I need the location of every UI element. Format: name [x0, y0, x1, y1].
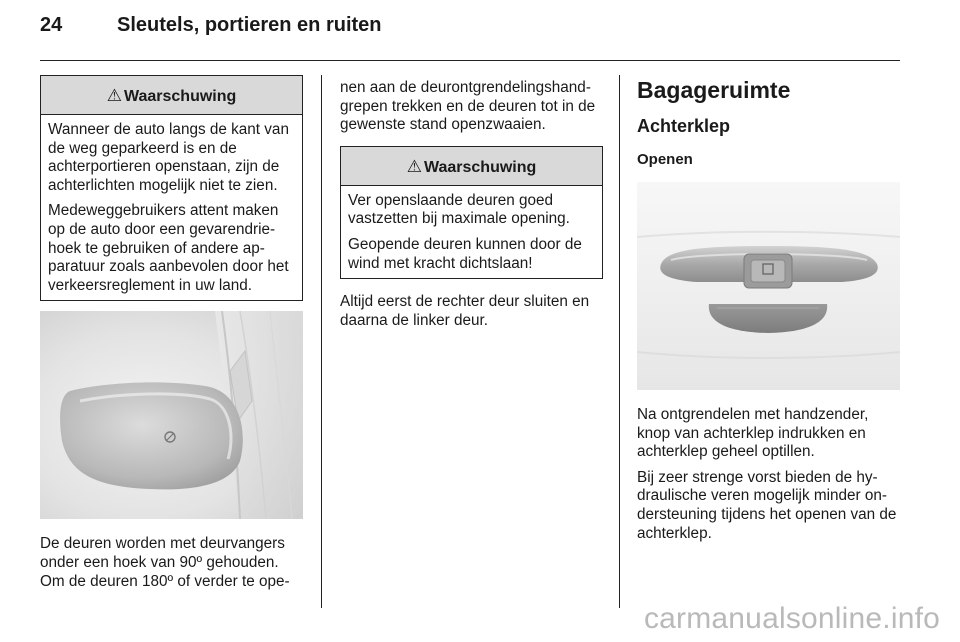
body-text: De deuren worden met deurvangers onder een hoek van 90º gehouden. Om de deuren 180º of verder te ope- [40, 535, 290, 590]
body-text: Altijd eerst de rechter deur sluiten en daarna de linker deur. [340, 293, 590, 329]
warning-header [341, 147, 602, 186]
column-middle [340, 79, 603, 330]
warning-box [340, 146, 603, 279]
warning-paragraph: Geopende deuren kunnen door de wind met kracht dichtslaan! [348, 235, 582, 272]
tailgate-button-illustration [637, 182, 900, 390]
section-heading: Bagageruimte [637, 77, 791, 103]
warning-title: Waarschuwing [423, 158, 537, 176]
warning-paragraph: Medeweggebruikers attent maken op de auto door een gevarendriehoek te gebruiken of andere apparatuur zoals aanbevolen door het verkeersreglement in uw land. [48, 202, 289, 294]
column-left [40, 75, 303, 591]
page-title: Sleutels, portieren en ruiten [117, 14, 382, 36]
subsubsection-heading: Openen [637, 151, 693, 168]
warning-body [341, 186, 602, 278]
column-right [637, 75, 900, 543]
body-text: nen aan de deurontgrendelingshandgrepen trekken en de deuren tot in de gewenste stand openzwaaien. [340, 79, 596, 134]
warning-paragraph: Wanneer de auto langs de kant van de weg geparkeerd is en de achterportieren openstaan, zijn de achterlichten mogelijk niet te zien. [48, 121, 289, 194]
warning-paragraph: Ver openslaande deuren goed vastzetten bij maximale opening. [348, 191, 570, 228]
warning-triangle-icon: ⚠ [106, 86, 122, 105]
warning-title: Waarschuwing [123, 88, 237, 105]
door-catch-illustration [40, 311, 303, 519]
subsection-heading: Achterklep [637, 116, 731, 136]
header-divider [40, 60, 900, 61]
warning-header [41, 76, 302, 115]
page-number: 24 [40, 14, 63, 36]
column-divider [619, 75, 620, 608]
body-text: Bij zeer strenge vorst bieden de hydraulische veren mogelijk minder ondersteuning tijdens het openen van de achterklep. [637, 468, 897, 542]
warning-body [41, 115, 302, 300]
body-text: Na ontgrendelen met handzender, knop van achterklep indrukken en achterklep geheel optillen. [637, 406, 869, 461]
warning-box [40, 75, 303, 301]
watermark: carmanualsonline.info [643, 602, 940, 635]
warning-triangle-icon: ⚠ [406, 156, 422, 176]
column-divider [321, 75, 322, 608]
